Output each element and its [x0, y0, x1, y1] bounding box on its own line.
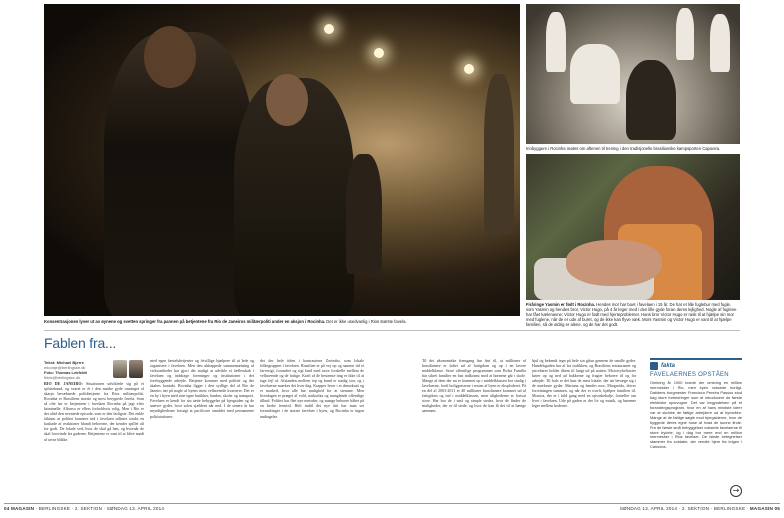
paper-name: BERLINGSKE: [713, 506, 746, 511]
byline-photographer: Foto: Thomas Lekfeldt: [44, 370, 87, 375]
capoeira-fighter-shirtless: [626, 60, 676, 140]
continue-arrow-icon[interactable]: →: [730, 485, 742, 497]
byline-portraits: [113, 360, 143, 378]
paper-name: BERLINGSKE: [38, 506, 71, 511]
fakta-box: [650, 358, 742, 503]
mother-child-photo: [526, 154, 740, 300]
byline: [44, 360, 124, 380]
caption-label: Firåringe Yasmin er født i Rocinha.: [526, 302, 596, 307]
police-officer-second-head: [266, 74, 308, 126]
article-column-2: [150, 358, 254, 503]
street-light: [464, 64, 474, 74]
article-column-4: [422, 358, 526, 503]
fakta-icon: [650, 362, 658, 370]
column-text: hjul og bekendt tegn på hele sin gåtur gennem de smalle gyder. Handelsgaden har af fra trafikken, og Brasiliens restauranter og juicebarer holder åbent til langt ud på natten. Motorcykeltaxier kører op og ned ad bakkerne og fragter beboere til og fra arbejde. Til fods er det kun de mest lokale, der tør bevæge sig i de mørkeste gyder. Mariana og hendes mor, Margarida, driver forretningen sammen, og når der er travlt, hjælper familien til. Monica, der er i fuld gang med en opvaskebalje, fortæller om livet i favelaen. Ude på gaden er der liv og musik, og børnene leger mellem boderne.: [532, 358, 636, 409]
woman-walking: [346, 154, 382, 274]
author-portrait: [113, 360, 127, 378]
article-column-5: [532, 358, 636, 503]
section-name: MAGASIN: [11, 506, 35, 511]
street-light: [374, 48, 384, 58]
article-column-3: [260, 358, 364, 503]
spectator: [546, 12, 566, 72]
capoeira-fighter-white: [570, 44, 620, 104]
mother-child-caption: [526, 302, 740, 327]
divider: [44, 330, 740, 331]
fakta-body: Omkring år 1900 boede der omkring en million mennesker i Rio, men byen voksede hurtigt. Datidens borgmester Francisco Pereira Passos stod bag store forbedringer som at introducere de første elektriske sporvogne. Det var begyndelsen på et forandringsprogram, hvor en af hans mindste ideer var at skubbe de fattige arbejdere ud af bymidten. Mange af de fattige søgte mod bjergsiderne, hvor de byggede deres egne huse af hvad de kunne finde. Fra de første små bebyggelser voksede favelaerne til store bydele, og i dag bor mere end en million mennesker i Rios favelaer. De første betegnelser stammer fra soldater, der vendte hjem fra krigen i Canudos.: [650, 381, 742, 450]
section-info: 2. SEKTION: [681, 506, 710, 511]
photographer-portrait: [129, 360, 143, 378]
main-photo-police-favela: [44, 4, 520, 316]
column-text: Situationen udviklede sig på et splitsekund, og svaret er ét i den mørke gyde omringet af skarpt bevæbnede politibetjente fra Rios militærpoliti. Rocinha er Brasiliens største og mest berygtede favela. Som så ofte før er betjentene i favelaen Rocinha på jagt efter kriminelle. Alfonso er ellers forholdsvis rolig. Men i Rio er det altid den uventede episode, som er den farligste. Det enkle faktum at politiet kommer ind i favelaen udløser straks en kaskade af reaktioner blandt beboerne, der kender spillet alt for godt. De lokale ved, hvor de skal gå hen, og hvornår de skal forsvinde fra gaderne. Betjentene er vant til at blive mødt af tavse blikke.: [44, 381, 144, 442]
footer-divider: [4, 503, 780, 504]
byline-photographer-email[interactable]: thlek@berlingske.dk: [44, 375, 81, 380]
page-number: 05: [774, 506, 780, 511]
issue-date: SØNDAG 13. APRIL 2014: [619, 506, 678, 511]
spectator: [676, 8, 694, 60]
street-light: [324, 24, 334, 34]
column-text: det der hele tiden i kontrasterer Zerimbo, som lokale folkegruppen i favelaen. Brasilien er på vej op og samme tid et farverigt, forandret og rigt land med store forskelle mellem de velhavende og de fattige. Kraft af de bestemte ting er ikke til at tage fejl af. Afstanden mellem top og bund er stadig stor, og i favelaerne mærkes det hver dag. Krapper lever i et demokrati og et marked, hvor alle har mulighed for at stemme. Men hverdagen er præget af vold, narkotika og manglende offentlige tilbud. Politiet har fået nye metoder, og mange beboere håber på en bedre fremtid. Helt indtil det nye årti har man set forandringer i de største favelaer i byen, og Rocinha er ingen undtagelse.: [260, 358, 364, 419]
fakta-header: [650, 358, 742, 370]
police-officer-front-head: [144, 26, 196, 88]
column-text: med egne fæstelsbetjenter og frivillige hjælpere til at lede og organisere i favelaen. Men den ubkappede sammensætning af virksomheder har gjort det muligt at udvikle et fællesskab i favelaen og inddrage foreninger og institutioner i det forebyggende arbejde. Betjente kommer med politiet og der skabes kontakt. Rocinha ligger i den sydlige del af Rio de Janeiro tæt på nogle af byens mest velhavende kvarterer. Det er en by i byen med sine egne butikker, banker, skoler og transport. Favelaen er kendt for sin tætte bebyggelse på bjergsiden og de snævre gyder, hvor solen sjældent når ned. I de senere år har myndighederne forsøgt at pacificere området med permanente politistationer.: [150, 358, 254, 419]
caption-label: Konsentrasjonen lyser ut av øynene og svetten springer fra pannen på betjentene fra Rio de Janeiros militærpoliti under en aksjon i Rocinha.: [44, 319, 326, 324]
fakta-title: FAVELAERNES OPSTÅEN: [650, 372, 729, 378]
spectator: [710, 14, 730, 72]
capoeira-caption: Innbyggere i Rocinha møtes om aftenen til trening i den tradisjonelle brasilianske kampsporten Capoeira.: [526, 146, 721, 151]
caption-text: Hendes mor har boet i favelaen i 15 år. De har et lille fuglebur med fugle, som Yasmin og hendes bror, Victor Hugo, på 4 år leger med i den lille gyde foran deres lejlighed. Nogle af fuglene har fået kælenavne; Victor Hugo er født med hjerteproblemer. Hans bror Victor Hugo er rask til at hjælpe sin mor med fuglene, når de er ude af buret, og de ikke kan flyve væk. Mors Yasmin og Victor Hugo er vant til at hjælpe familien, så de aldrig er alene, og de har det godt.: [526, 302, 737, 327]
footer-right: SØNDAG 13. APRIL 2014 · 2. SEKTION · BERLINGSKE · MAGASIN 05: [619, 506, 780, 511]
person-background: [484, 74, 514, 234]
child-yasmin: [566, 240, 662, 286]
byline-author-email[interactable]: micobje@berlingske.dk: [44, 365, 86, 370]
issue-date: SØNDAG 13. APRIL 2014: [106, 506, 165, 511]
section-info: 2. SEKTION: [74, 506, 103, 511]
capoeira-photo: [526, 4, 740, 144]
caption-text: Det er ikke usedvanlig i Rios største favela.: [326, 319, 407, 324]
page-number: 04: [4, 506, 10, 511]
column-text: Til det økonomiske fremgang har ført til, at millioner af brasilianere er løftet ud af fattigdom og op i en lavere middelklasse. Store offentlige programmer som Bolsa Família har sikret familier en fast indkomst mod at børnene går i skole. Mange af dem der nu er kommet op i middelklassen bor stadig i favelaerne, fordi boligpriserne i resten af byen er eksploderet. På en del af 2003-2011 er 40 millioner brasilianere kommet ud af fattigdom og ind i middelklassen, men ulighederne er fortsat store. Her bor de i små og simple steder, hvor de finder de muligheder, der er til stede, og hvor de kan få det til at hænge sammen.: [422, 358, 526, 414]
section-name: MAGASIN: [749, 506, 773, 511]
byline-author: Tekst: Michael Bjerre: [44, 360, 84, 365]
main-photo-caption: [44, 319, 520, 324]
dateline: RIO DE JANEIRO:: [44, 381, 83, 386]
footer-left: 04 MAGASIN · BERLINGSKE · 2. SEKTION · SØNDAG 13. APRIL 2014: [4, 506, 165, 511]
article-column-1: [44, 381, 144, 503]
article-headline: Fablen fra...: [44, 335, 117, 351]
fakta-label: fakta: [661, 363, 676, 369]
